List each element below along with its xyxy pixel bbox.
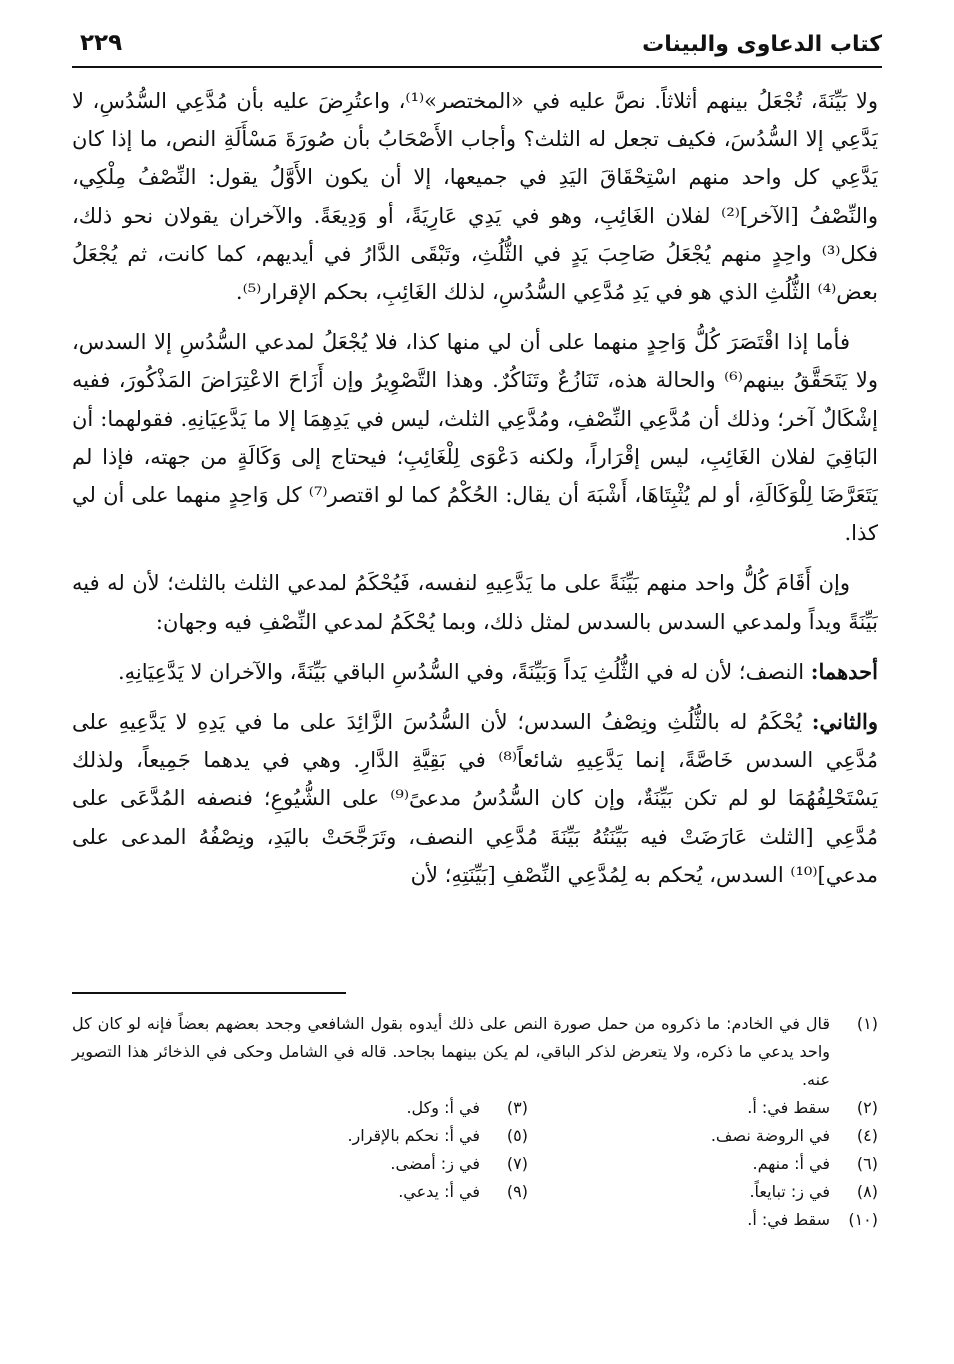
footnotes (72, 1010, 878, 1234)
second-view-label: والثاني: (811, 709, 878, 735)
paragraph-1: ولا بَيِّنَةَ، تُجْعَلُ بينهم أثلاثاً. نصَّ عليه في «المختصر»⁽¹⁾، واعتُرِضَ عليه بأن مُدَّعِي السُّدُسِ، لا يَدَّعِي إلا السُّدُسَ، فكيف تجعل له الثلث؟ وأجاب الأَصْحَابُ بأن صُورَةَ مَسْأَلَةِ النص، ما إذا كان يَدَّعِي كل واحد منهم اسْتِحْقَاقَ اليَدِ في جميعها، إلا أن يكون الأَوَّلُ يقول: النِّصْفُ مِلْكِي، والنِّصْفُ [الآخر]⁽²⁾ لفلان الغَائِبِ، وهو في يَدِي عَارِيَةً، أو وَدِيعَةً. والآخران يقولان نحو ذلك، فكل⁽³⁾ واحِدٍ منهم يُجْعَلُ صَاحِبَ يَدٍ في الثُّلُثِ، وتَبْقَى الدَّارُ في أيديهم، كما كانت، ثم يُجْعَلُ بعض⁽⁴⁾ الثُّلُثِ الذي هو في يَدِ مُدَّعِي السُّدُسِ، لذلك الغَائِبِ، بحكم الإقرار⁽⁵⁾. (72, 89, 878, 305)
footnote-number: (٩) (506, 1182, 528, 1201)
footnote-7 (178, 1150, 528, 1178)
footnote-text: في أ: يدعي. (398, 1182, 480, 1201)
footnote-number: (٥) (506, 1126, 528, 1145)
footnote-number: (١٠) (848, 1210, 878, 1229)
footnote-text: في ز: أمضى. (390, 1154, 480, 1173)
footnote-5 (178, 1122, 528, 1150)
footnote-text: في أ: منهم. (752, 1154, 830, 1173)
footnote-row (72, 1150, 878, 1178)
paragraph-3: وإن أَقَامَ كُلُّ واحد منهم بَيِّنَةً على ما يَدَّعِيهِ لنفسه، فَيُحْكَمُ لمدعي الثلث بالثلث؛ لأن له فيه بَيِّنَةً ويداً ولمدعي السدس بالسدس لمثل ذلك، وبما يُحْكَمُ لمدعي النِّصْفِ فيه وجهان: (72, 571, 878, 634)
footnote-8 (528, 1178, 878, 1206)
footnote-number: (٢) (856, 1098, 878, 1117)
footnote-4 (528, 1122, 878, 1150)
footnote-text: سقط في: أ. (747, 1210, 830, 1229)
first-view-text: النصف؛ لأن له في الثُّلُثِ يَداً وَبَيِّنَةً، وفي السُّدُسِ الباقي بَيِّنَةً، والآخران لا يَدَّعِيَانِهِ. (117, 659, 805, 684)
page-number: ٢٢٩ (80, 30, 123, 56)
footnote-text: في أ: وكل. (406, 1098, 480, 1117)
paragraph-4 (72, 653, 878, 691)
footnote-9 (178, 1178, 528, 1206)
footnote-number: (٤) (856, 1126, 878, 1145)
second-view-text: يُحْكَمُ له بالثُّلُثِ ونِصْفُ السدس؛ لأن السُّدُسَ الزَّائِدَ على ما في يَدِهِ لا يَدَّعِيهِ على مُدَّعِي السدس خَاصَّةً، إنما يَدَّعِيهِ شائعاً⁽⁸⁾ في بَقِيَّةِ الدَّارِ. وهي في يدهما جَمِيعاً، ولذلك يَسْتَحْلِفُهُمَا لو لم تكن بَيِّنَةٌ، وإن كان السُّدُسُ مدعىً⁽⁹⁾ على الشُّيُوعِ؛ فنصفه المُدَّعَى على مُدَّعِي [الثلث عَارَضَتْ فيه بَيِّنَتُهُ بَيِّنَةَ مُدَّعِي النصف، وتَرَجَّحَتْ باليَدِ، ونِصْفُهُ المدعى على مدعي]⁽¹⁰⁾ السدس، يُحكم به لِمُدَّعِي النِّصْفِ [بَيِّنَتِهِ؛ لأن (72, 710, 878, 887)
footnote-text: قال في الخادم: ما ذكروه من حمل صورة النص على ذلك أيدوه بقول الشافعي وجحد بعضهم بعضاً فإنه لو كان كل واحد يدعي ما ذكره، ولا يتعرض لذكر الباقي، لم يكن بينهما بجاحد. قاله في الشامل وحكى في الذخائر هذا التصوير عنه. (72, 1014, 830, 1089)
footnote-1 (72, 1010, 878, 1094)
footnote-row (72, 1178, 878, 1206)
page-header (72, 22, 882, 68)
footnote-row (72, 1122, 878, 1150)
footnote-number: (٣) (506, 1098, 528, 1117)
footnote-text: سقط في: أ. (747, 1098, 830, 1117)
footnote-text: في الروضة نصف. (710, 1126, 830, 1145)
footnote-number: (٧) (506, 1154, 528, 1173)
first-view-label: أحدهما: (810, 658, 878, 684)
footnote-number: (٨) (856, 1182, 878, 1201)
main-text (72, 82, 878, 982)
footnote-separator (72, 992, 346, 994)
paragraph-5 (72, 703, 878, 894)
footnote-2 (528, 1094, 878, 1122)
running-title: كتاب الدعاوى والبينات (642, 32, 882, 57)
footnote-3 (178, 1094, 528, 1122)
footnote-text: في ز: تبايعاً. (749, 1182, 830, 1201)
footnote-number: (١) (856, 1014, 878, 1033)
paragraph-2: فأما إذا اقْتَصَرَ كُلُّ وَاحِدٍ منهما على أن لي منها كذا، فلا يُجْعَلُ لمدعي السُّدُسِ إلا السدس، ولا يَتَحَقَّقُ بينهم⁽⁶⁾ والحالة هذه، تَنَازُعٌ وتَنَاكُرٌ. وهذا التَّصْوِيرُ وإن أَزَاحَ الاعْتِرَاضَ المَذْكُورَ، ففيه إشْكَالٌ آخر؛ وذلك أن مُدَّعِي النِّصْفِ، ومُدَّعِي الثلث، ليس في يَدِهِمَا إلا ما يَدَّعِيَانِهِ. فقولهما: أن البَاقِيَ لفلان الغَائِبِ، ليس إقْرَاراً، ولكنه دَعْوَى لِلْغَائِبِ؛ فيحتاج إلى وَكَالَةٍ من جهته، فإذا لم يَتَعَرَّضَا لِلْوَكَالَةِ، أو لم يُثْبِتَاهَا، أَشْبَهَ أن يقال: الحُكْمُ كما لو اقتصر⁽⁷⁾ كل وَاحِدٍ منهما على أن لي كذا. (72, 330, 878, 546)
footnote-row (72, 1206, 878, 1234)
footnote-row (72, 1094, 878, 1122)
footnote-10 (528, 1206, 878, 1234)
footnote-number: (٦) (856, 1154, 878, 1173)
footnote-6 (528, 1150, 878, 1178)
footnote-text: في أ: نحكم بالإقرار. (347, 1126, 480, 1145)
